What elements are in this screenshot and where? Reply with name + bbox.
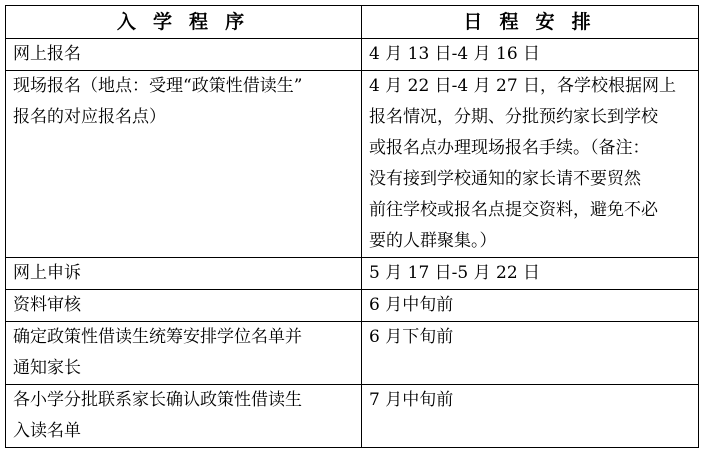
- cell-text: 6 月中旬前: [369, 295, 454, 315]
- cell-text: 各小学分批联系家长确认政策性借读生: [13, 390, 302, 410]
- enrollment-schedule-table: [5, 5, 699, 448]
- procedure-cell: [6, 385, 362, 448]
- schedule-cell: [362, 39, 699, 71]
- cell-text: 6 月下旬前: [369, 327, 454, 347]
- schedule-cell: [362, 258, 699, 290]
- cell-text: 网上报名: [13, 44, 81, 64]
- cell-text: 入读名单: [13, 421, 81, 441]
- table-row: [6, 290, 699, 322]
- header-schedule: 日程安排: [362, 6, 699, 39]
- cell-text: 通知家长: [13, 358, 81, 378]
- cell-text: 确定政策性借读生统筹安排学位名单并: [13, 327, 302, 347]
- table-header-row: [6, 6, 699, 39]
- table-row: [6, 39, 699, 71]
- schedule-cell: [362, 385, 699, 448]
- cell-text: 前往学校或报名点提交资料，避免不必: [369, 200, 658, 220]
- cell-text: 现场报名（地点：受理“政策性借读生”: [13, 76, 303, 96]
- cell-text: 5 月 17 日-5 月 22 日: [369, 263, 541, 283]
- procedure-cell: [6, 290, 362, 322]
- procedure-cell: [6, 322, 362, 385]
- cell-text: 4 月 13 日-4 月 16 日: [369, 44, 541, 64]
- cell-text: 报名情况，分期、分批预约家长到学校: [369, 107, 658, 127]
- table-row: [6, 71, 699, 258]
- cell-text: 要的人群聚集。）: [369, 231, 497, 251]
- cell-text: 或报名点办理现场报名手续。（备注：: [369, 138, 650, 158]
- cell-text: 网上申诉: [13, 263, 81, 283]
- schedule-cell: [362, 290, 699, 322]
- procedure-cell: [6, 258, 362, 290]
- table-row: [6, 258, 699, 290]
- table-row: [6, 385, 699, 448]
- cell-text: 资料审核: [13, 295, 81, 315]
- cell-text: 7 月中旬前: [369, 390, 454, 410]
- cell-text: 4 月 22 日-4 月 27 日，各学校根据网上: [369, 76, 677, 96]
- procedure-cell: [6, 39, 362, 71]
- procedure-cell: [6, 71, 362, 258]
- header-procedure: 入学程序: [6, 6, 362, 39]
- cell-text: 报名的对应报名点）: [13, 107, 166, 127]
- table-row: [6, 322, 699, 385]
- schedule-cell: [362, 322, 699, 385]
- cell-text: 没有接到学校通知的家长请不要贸然: [369, 169, 641, 189]
- schedule-cell: [362, 71, 699, 258]
